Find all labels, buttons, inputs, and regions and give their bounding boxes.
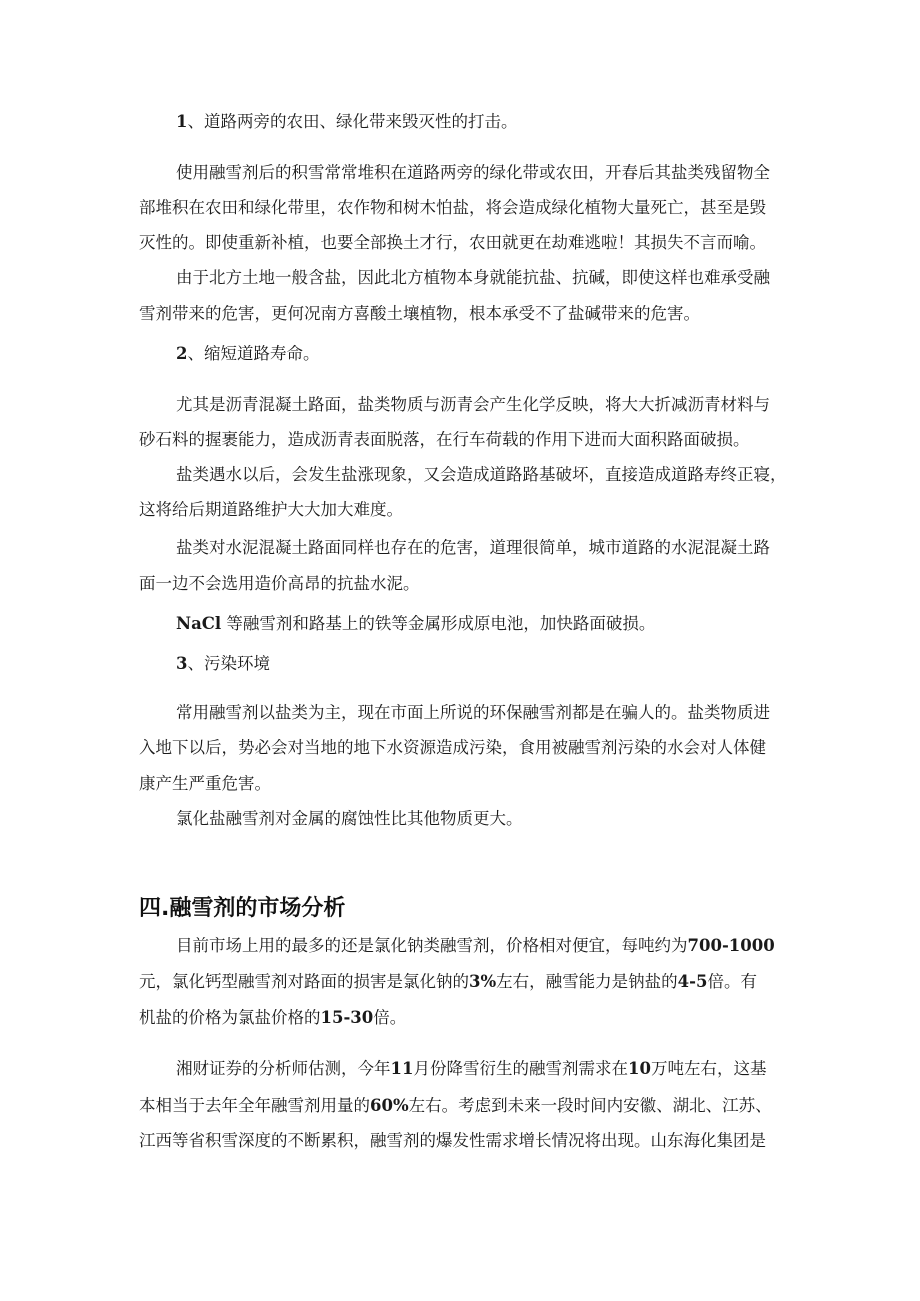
paragraph-line: 本相当于去年全年融雪剂用量的60%左右。考虑到未来一段时间内安徽、湖北、江苏、 [139,1096,772,1115]
paragraph-line: 盐类对水泥混凝土路面同样也存在的危害，道理很简单，城市道路的水泥混凝土路 [176,538,770,557]
paragraph-line: 湘财证券的分析师估测，今年11月份降雪衍生的融雪剂需求在10万吨左右，这基 [176,1059,767,1078]
paragraph-line: 盐类遇水以后，会发生盐涨现象，又会造成道路路基破坏，直接造成道路寿终正寝， [176,465,787,484]
paragraph-line: 雪剂带来的危害，更何况南方喜酸土壤植物，根本承受不了盐碱带来的危害。 [139,304,700,323]
paragraph-line: 机盐的价格为氯盐价格的15-30倍。 [139,1008,407,1027]
subsection-title-2 [176,342,319,366]
subsection-number: 3 [176,654,188,673]
subsection-title-1 [176,110,517,134]
subsection-number: 1 [176,112,188,131]
paragraph-line: 使用融雪剂后的积雪常常堆积在道路两旁的绿化带或农田，开春后其盐类残留物全 [176,163,770,182]
paragraph-line: 面一边不会选用造价高昂的抗盐水泥。 [139,574,420,593]
paragraph-line: 氯化盐融雪剂对金属的腐蚀性比其他物质更大。 [176,809,523,828]
subsection-title-3 [176,652,270,676]
paragraph-line: 由于北方土地一般含盐，因此北方植物本身就能抗盐、抗碱，即使这样也难承受融 [176,268,770,287]
paragraph-line: 康产生严重危害。 [139,774,271,793]
paragraph-line [176,612,655,636]
chemical-formula: NaCl [176,614,222,633]
subsection-title-text: 、道路两旁的农田、绿化带来毁灭性的打击。 [187,112,518,131]
paragraph-line: 元，氯化钙型融雪剂对路面的损害是氯化钠的3%左右，融雪能力是钠盐的4-5倍。有 [139,972,757,991]
paragraph-line: 尤其是沥青混凝土路面，盐类物质与沥青会产生化学反映，将大大折减沥青材料与 [176,395,770,414]
paragraph-line: 这将给后期道路维护大大加大难度。 [139,500,403,519]
paragraph-line: 入地下以后，势必会对当地的地下水资源造成污染，食用被融雪剂污染的水会对人体健 [139,738,766,757]
subsection-number: 2 [176,344,188,363]
paragraph-line: 砂石料的握裹能力，造成沥青表面脱落，在行车荷载的作用下进而大面积路面破损。 [139,430,750,449]
paragraph-line: 目前市场上用的最多的还是氯化钠类融雪剂，价格相对便宜，每吨约为700-1000 [176,936,775,955]
paragraph-line: 常用融雪剂以盐类为主，现在市面上所说的环保融雪剂都是在骗人的。盐类物质进 [176,703,770,722]
section-heading: 四.融雪剂的市场分析 [139,896,346,921]
subsection-title-text: 、污染环境 [187,654,270,673]
subsection-title-text: 、缩短道路寿命。 [187,344,320,363]
paragraph-line: 灭性的。即使重新补植，也要全部换土才行，农田就更在劫难逃啦！其损失不言而喻。 [139,233,766,252]
paragraph-text: 等融雪剂和路基上的铁等金属形成原电池，加快路面破损。 [221,614,656,633]
paragraph-line: 部堆积在农田和绿化带里，农作物和树木怕盐，将会造成绿化植物大量死亡，甚至是毁 [139,198,766,217]
paragraph-line: 江西等省积雪深度的不断累积，融雪剂的爆发性需求增长情况将出现。山东海化集团是 [139,1131,766,1150]
